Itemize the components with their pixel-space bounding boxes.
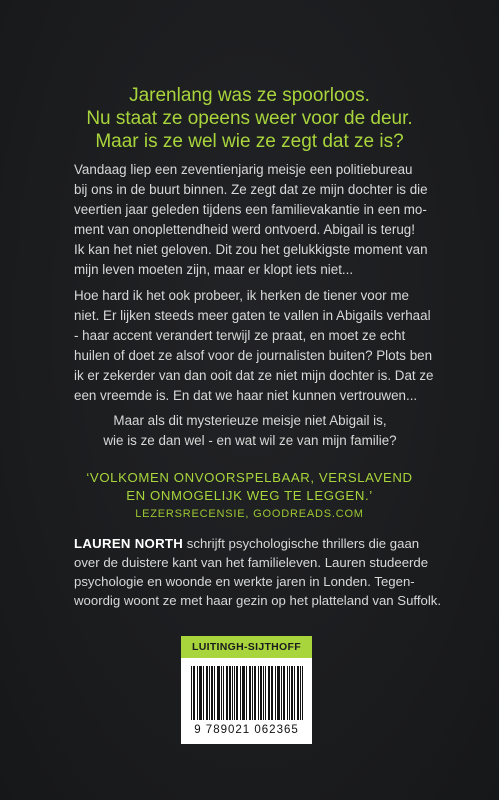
blurb-line: - haar accent verandert terwijl ze praat, en moet ze echt: [74, 328, 406, 343]
blurb-line: ment van onoplettendheid werd ontvoerd. Abigail is terug!: [74, 222, 415, 237]
blurb-line: wie is ze dan wel - en wat wil ze van mijn familie?: [103, 433, 397, 448]
blurb-paragraph-3: [74, 411, 426, 451]
barcode-bars: [181, 658, 312, 724]
author-bio: [74, 534, 442, 610]
bio-line: woordig woont ze met haar gezin op het platteland van Suffolk.: [74, 593, 442, 608]
blurb-paragraph-1: [74, 160, 426, 280]
blurb-line: bij ons in de buurt binnen. Ze zegt dat ze mijn dochter is die: [74, 182, 428, 197]
quote-source: LEZERSRECENSIE, GOODREADS.COM: [135, 508, 364, 520]
blurb-line: Hoe hard ik het ook probeer, ik herken de tiener voor me: [74, 288, 409, 303]
blurb-line: niet. Er lijken steeds meer gaten te vallen in Abigails verhaal: [74, 308, 431, 323]
isbn-number: 9 789021 062365: [194, 724, 299, 736]
blurb-line: Maar als dit mysterieuze meisje niet Abigail is,: [113, 413, 387, 428]
tagline-line: Nu staat ze opeens weer voor de deur.: [86, 108, 413, 129]
blurb-line: veertien jaar geleden tijdens een familievakantie in een mo-: [74, 202, 427, 217]
author-name: LAUREN NORTH: [74, 536, 184, 551]
review-quote: [0, 469, 499, 523]
blurb-line: huilen of doet ze alsof voor de journalisten buiten? Plots ben: [74, 348, 433, 363]
tagline-line: Jarenlang was ze spoorloos.: [129, 85, 370, 106]
tagline-line: Maar is ze wel wie ze zegt dat ze is?: [95, 131, 404, 152]
quote-line: EN ONMOGELIJK WEG TE LEGGEN.’: [126, 488, 373, 503]
barcode: [181, 658, 312, 744]
bio-line: [74, 534, 426, 553]
blurb-line: een vreemde is. En dat we haar niet kunnen vertrouwen...: [74, 388, 418, 403]
blurb-line: Vandaag liep een zeventienjarig meisje een politiebureau: [74, 162, 413, 177]
blurb-line: mijn leven moeten zijn, maar er klopt iets niet...: [74, 262, 354, 277]
publisher-logo: LUITINGH-SIJTHOFF: [181, 636, 312, 658]
blurb-paragraph-2: [74, 286, 434, 406]
bio-line: over de duistere kant van het familieleven. Lauren studeerde: [74, 555, 429, 570]
quote-line: ‘VOLKOMEN ONVOORSPELBAAR, VERSLAVEND: [86, 470, 413, 485]
bio-line: psychologie en woonde en werkte jaren in Londen. Tegen-: [74, 574, 415, 589]
blurb-line: ik er zekerder van dan ooit dat ze niet mijn dochter is. Dat ze: [74, 368, 434, 383]
blurb-line: Ik kan het niet geloven. Dit zou het gelukkigste moment van: [74, 242, 428, 257]
bio-text: schrijft psychologische thrillers die gaan: [183, 536, 420, 551]
tagline: [0, 84, 499, 153]
